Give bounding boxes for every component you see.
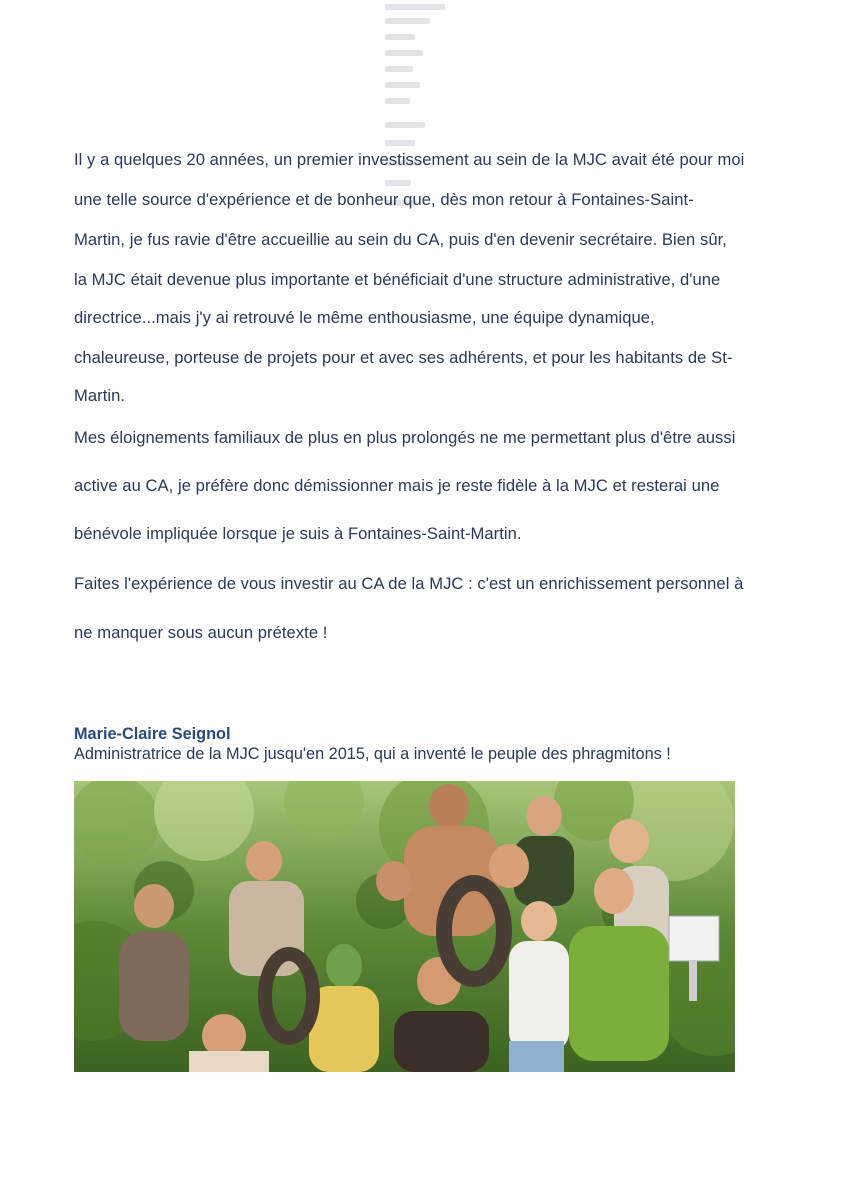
paragraph-line: chaleureuse, porteuse de projets pour et avec ses adhérents, et pour les habitants de St- — [74, 348, 733, 367]
paragraph-line: active au CA, je préfère donc démissionner mais je reste fidèle à la MJC et resterai une — [74, 476, 720, 495]
paragraph-line: Martin, je fus ravie d'être accueillie au sein du CA, puis d'en devenir secrétaire. Bien sûr, — [74, 230, 727, 249]
paragraph-line: une telle source d'expérience et de bonheur que, dès mon retour à Fontaines-Saint- — [74, 190, 694, 209]
signature-block — [74, 724, 794, 764]
paragraph-line: directrice...mais j'y ai retrouvé le même enthousiasme, une équipe dynamique, — [74, 308, 655, 327]
author-role: Administratrice de la MJC jusqu'en 2015, qui a inventé le peuple des phragmitons ! — [74, 745, 671, 763]
paragraph-line: Faites l'expérience de vous investir au CA de la MJC : c'est un enrichissement personnel à — [74, 574, 744, 593]
group-photo — [74, 781, 735, 1072]
paragraph-line: ne manquer sous aucun prétexte ! — [74, 623, 328, 642]
paragraph-line: Mes éloignements familiaux de plus en plus prolongés ne me permettant plus d'être aussi — [74, 428, 736, 447]
paragraph-line: la MJC était devenue plus importante et bénéficiait d'une structure administrative, d'une — [74, 270, 721, 289]
paragraph-line: Il y a quelques 20 années, un premier investissement au sein de la MJC avait été pour moi — [74, 150, 745, 169]
paragraph-line: bénévole impliquée lorsque je suis à Fontaines-Saint-Martin. — [74, 524, 522, 543]
author-name: Marie-Claire Seignol — [74, 725, 231, 743]
paragraph-line: Martin. — [74, 386, 126, 405]
